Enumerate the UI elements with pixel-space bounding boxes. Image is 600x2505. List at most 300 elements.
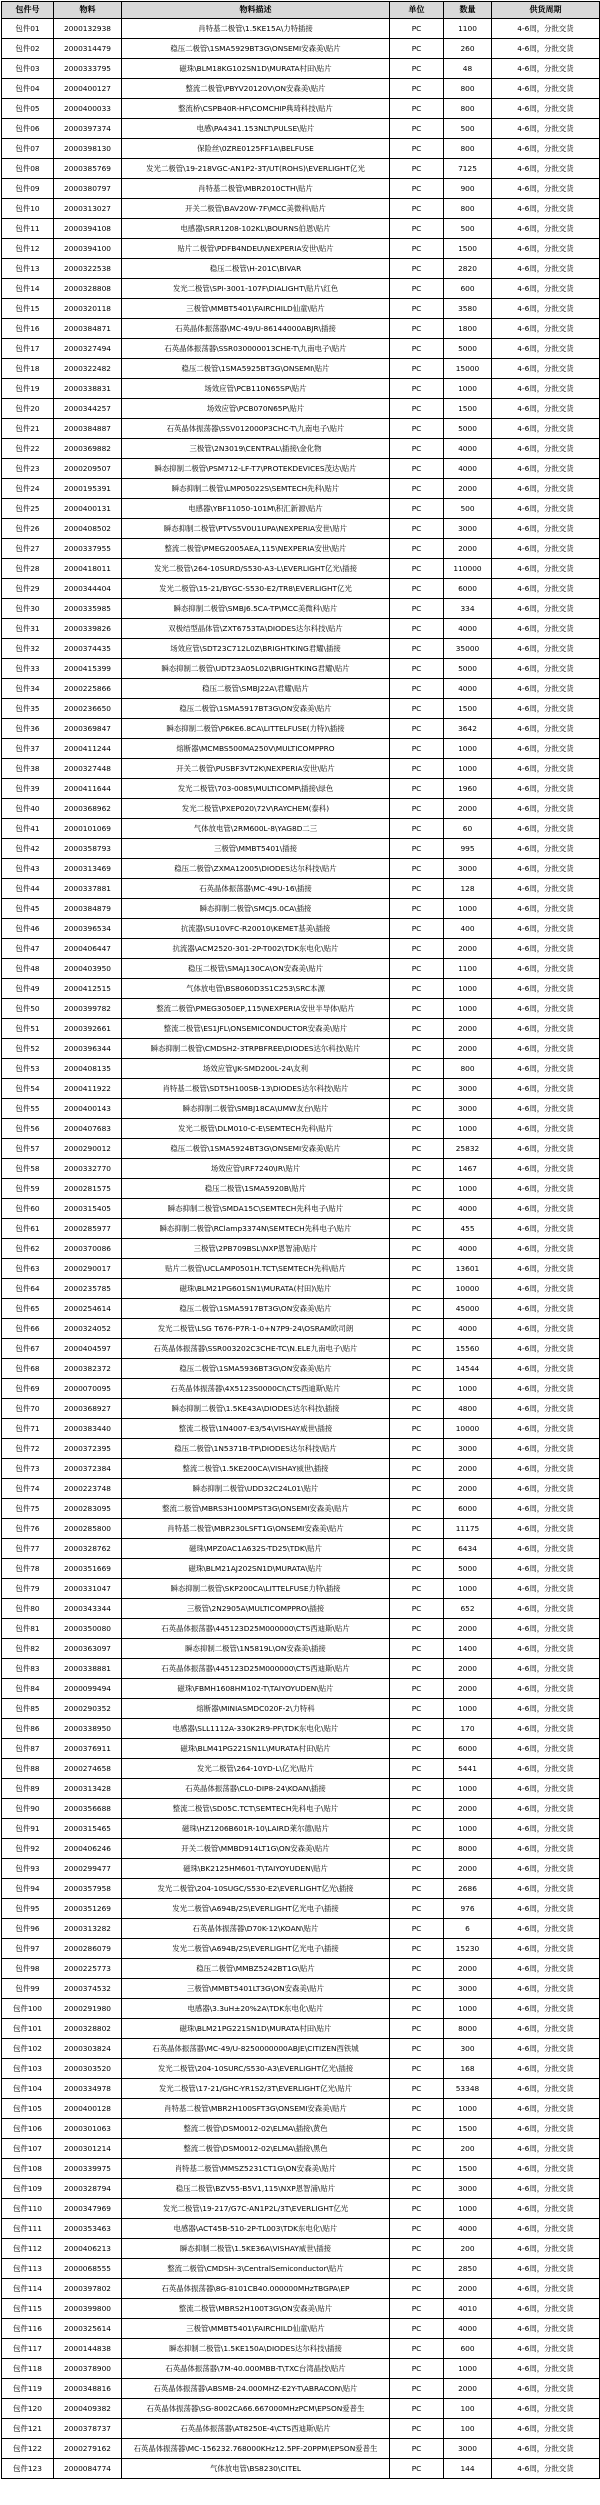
quantity-cell: 2000 <box>444 1479 492 1499</box>
material-code-cell: 2000285977 <box>54 1219 122 1239</box>
table-row <box>2 839 600 859</box>
package-no-cell: 包件07 <box>2 139 54 159</box>
table-row <box>2 2099 600 2119</box>
table-row <box>2 1019 600 1039</box>
delivery-period-cell: 4-6周，分批交货 <box>492 2139 600 2159</box>
table-row <box>2 1339 600 1359</box>
package-no-cell: 包件35 <box>2 699 54 719</box>
description-cell: 贴片二极管\PDFB4NDEU\NEXPERIA安世\贴片 <box>122 239 390 259</box>
table-row <box>2 1579 600 1599</box>
delivery-period-cell: 4-6周，分批交货 <box>492 879 600 899</box>
description-cell: 石英晶体振荡器\SSV012000P3CHC-T\九南电子\贴片 <box>122 419 390 439</box>
quantity-cell: 45000 <box>444 1299 492 1319</box>
material-code-cell: 2000348816 <box>54 2379 122 2399</box>
description-cell: 肖特基二极管\MBR2010CTH\贴片 <box>122 179 390 199</box>
unit-cell: PC <box>390 1839 444 1859</box>
description-cell: 发光二极管\17-21/GHC-YR1S2/3T\EVERLIGHT亿光\贴片 <box>122 2079 390 2099</box>
table-row <box>2 299 600 319</box>
material-code-cell: 2000331047 <box>54 1579 122 1599</box>
quantity-cell: 8000 <box>444 2019 492 2039</box>
delivery-period-cell: 4-6周，分批交货 <box>492 259 600 279</box>
delivery-period-cell: 4-6周，分批交货 <box>492 2259 600 2279</box>
material-code-cell: 2000333795 <box>54 59 122 79</box>
quantity-cell: 3000 <box>444 1099 492 1119</box>
package-no-cell: 包件53 <box>2 1059 54 1079</box>
table-row <box>2 759 600 779</box>
package-no-cell: 包件21 <box>2 419 54 439</box>
table-row <box>2 1379 600 1399</box>
quantity-cell: 600 <box>444 279 492 299</box>
unit-cell: PC <box>390 2099 444 2119</box>
description-cell: 稳压二极管\1N5371B-TP\DIODES达尔科技\贴片 <box>122 1439 390 1459</box>
package-no-cell: 包件91 <box>2 1819 54 1839</box>
unit-cell: PC <box>390 739 444 759</box>
material-code-cell: 2000378737 <box>54 2419 122 2439</box>
quantity-cell: 5000 <box>444 659 492 679</box>
quantity-cell: 400 <box>444 919 492 939</box>
description-cell: 气体放电管\BS8060D3S1C253\SRC本源 <box>122 979 390 999</box>
table-header-row <box>2 2 600 19</box>
quantity-cell: 1000 <box>444 1179 492 1199</box>
quantity-cell: 800 <box>444 99 492 119</box>
description-cell: 保险丝\0ZRE0125FF1A\BELFUSE <box>122 139 390 159</box>
material-code-cell: 2000281575 <box>54 1179 122 1199</box>
unit-cell: PC <box>390 259 444 279</box>
material-code-cell: 2000313027 <box>54 199 122 219</box>
package-no-cell: 包件80 <box>2 1599 54 1619</box>
description-cell: 发光二极管\204-10SUGC/S530-E2\EVERLIGHT亿光\插接 <box>122 1879 390 1899</box>
description-cell: 三极管\MMBT5401\插接 <box>122 839 390 859</box>
material-code-cell: 2000339826 <box>54 619 122 639</box>
table-row <box>2 1439 600 1459</box>
unit-cell: PC <box>390 2139 444 2159</box>
description-cell: 磁珠\HZ1206B601R-10\LAIRD莱尔德\贴片 <box>122 1819 390 1839</box>
table-row <box>2 2019 600 2039</box>
package-no-cell: 包件117 <box>2 2339 54 2359</box>
unit-cell: PC <box>390 579 444 599</box>
package-no-cell: 包件89 <box>2 1779 54 1799</box>
package-no-cell: 包件55 <box>2 1099 54 1119</box>
unit-cell: PC <box>390 959 444 979</box>
unit-cell: PC <box>390 2179 444 2199</box>
table-row <box>2 1279 600 1299</box>
table-row <box>2 2359 600 2379</box>
quantity-cell: 3000 <box>444 1439 492 1459</box>
table-row <box>2 1779 600 1799</box>
unit-cell: PC <box>390 1859 444 1879</box>
package-no-cell: 包件47 <box>2 939 54 959</box>
package-no-cell: 包件79 <box>2 1579 54 1599</box>
delivery-period-cell: 4-6周，分批交货 <box>492 2359 600 2379</box>
unit-cell: PC <box>390 299 444 319</box>
unit-cell: PC <box>390 1259 444 1279</box>
unit-cell: PC <box>390 499 444 519</box>
material-code-cell: 2000303520 <box>54 2059 122 2079</box>
quantity-cell: 4000 <box>444 2319 492 2339</box>
table-row <box>2 1599 600 1619</box>
table-row <box>2 479 600 499</box>
delivery-period-cell: 4-6周，分批交货 <box>492 179 600 199</box>
quantity-cell: 4000 <box>444 439 492 459</box>
material-code-cell: 2000409382 <box>54 2399 122 2419</box>
description-cell: 瞬态抑制二极管\CMDSH2-3TRPBFREE\DIODES达尔科技\贴片 <box>122 1039 390 1059</box>
unit-cell: PC <box>390 1739 444 1759</box>
unit-cell: PC <box>390 779 444 799</box>
quantity-cell: 1500 <box>444 699 492 719</box>
unit-cell: PC <box>390 2459 444 2479</box>
delivery-period-cell: 4-6周，分批交货 <box>492 139 600 159</box>
table-row <box>2 1079 600 1099</box>
description-cell: 整流二极管\CMDSH-3\CentralSemiconductor\贴片 <box>122 2259 390 2279</box>
quantity-cell: 1000 <box>444 899 492 919</box>
table-row <box>2 979 600 999</box>
material-code-cell: 2000408135 <box>54 1059 122 1079</box>
table-row <box>2 2119 600 2139</box>
delivery-period-cell: 4-6周，分批交货 <box>492 1679 600 1699</box>
package-no-cell: 包件43 <box>2 859 54 879</box>
material-code-cell: 2000372384 <box>54 1459 122 1479</box>
delivery-period-cell: 4-6周，分批交货 <box>492 1339 600 1359</box>
unit-cell: PC <box>390 679 444 699</box>
delivery-period-cell: 4-6周，分批交货 <box>492 1039 600 1059</box>
unit-cell: PC <box>390 1639 444 1659</box>
description-cell: 发光二极管\DLM010-C-E\SEMTECH先科\贴片 <box>122 1119 390 1139</box>
delivery-period-cell: 4-6周，分批交货 <box>492 239 600 259</box>
material-code-cell: 2000132938 <box>54 19 122 39</box>
unit-cell: PC <box>390 1519 444 1539</box>
description-cell: 瞬态抑制二极管\RClamp3374N\SEMTECH先科电子\贴片 <box>122 1219 390 1239</box>
description-cell: 三极管\MMBT5401\FAIRCHILD仙童\贴片 <box>122 2319 390 2339</box>
material-code-cell: 2000320118 <box>54 299 122 319</box>
table-row <box>2 2279 600 2299</box>
unit-cell: PC <box>390 1999 444 2019</box>
description-cell: 肖特基二极管\MBR230LSFT1G\ONSEMI安森美\贴片 <box>122 1519 390 1539</box>
table-row <box>2 2339 600 2359</box>
quantity-cell: 14544 <box>444 1359 492 1379</box>
unit-cell: PC <box>390 399 444 419</box>
delivery-period-cell: 4-6周，分批交货 <box>492 1739 600 1759</box>
table-row <box>2 1539 600 1559</box>
quantity-cell: 200 <box>444 2139 492 2159</box>
unit-cell: PC <box>390 1119 444 1139</box>
description-cell: 瞬态抑制二极管\1.5KE43A\DIODES达尔科技\插接 <box>122 1399 390 1419</box>
unit-cell: PC <box>390 199 444 219</box>
table-row <box>2 239 600 259</box>
table-row <box>2 339 600 359</box>
package-no-cell: 包件67 <box>2 1339 54 1359</box>
table-row <box>2 1179 600 1199</box>
table-row <box>2 2059 600 2079</box>
material-code-cell: 2000374532 <box>54 1979 122 1999</box>
package-no-cell: 包件95 <box>2 1899 54 1919</box>
unit-cell: PC <box>390 1539 444 1559</box>
package-no-cell: 包件68 <box>2 1359 54 1379</box>
quantity-cell: 1500 <box>444 2159 492 2179</box>
quantity-cell: 2000 <box>444 1039 492 1059</box>
material-code-cell: 2000254614 <box>54 1299 122 1319</box>
material-code-cell: 2000328762 <box>54 1539 122 1559</box>
unit-cell: PC <box>390 859 444 879</box>
description-cell: 瞬态抑制二极管\SMDA15C\SEMTECH先科电子\贴片 <box>122 1199 390 1219</box>
material-code-cell: 2000327448 <box>54 759 122 779</box>
unit-cell: PC <box>390 1799 444 1819</box>
quantity-cell: 7125 <box>444 159 492 179</box>
unit-cell: PC <box>390 2239 444 2259</box>
delivery-period-cell: 4-6周，分批交货 <box>492 479 600 499</box>
delivery-period-cell: 4-6周，分批交货 <box>492 1959 600 1979</box>
package-no-cell: 包件32 <box>2 639 54 659</box>
package-no-cell: 包件22 <box>2 439 54 459</box>
table-row <box>2 2219 600 2239</box>
unit-cell: PC <box>390 1179 444 1199</box>
material-code-cell: 2000313469 <box>54 859 122 879</box>
delivery-period-cell: 4-6周，分批交货 <box>492 939 600 959</box>
table-row <box>2 2299 600 2319</box>
description-cell: 石英晶体振荡器\MC-49U-16\插接 <box>122 879 390 899</box>
delivery-period-cell: 4-6周，分批交货 <box>492 539 600 559</box>
table-row <box>2 1939 600 1959</box>
unit-cell: PC <box>390 1319 444 1339</box>
table-row <box>2 2179 600 2199</box>
description-cell: 石英晶体振荡器\8G-8101CB40.000000MHzTBGPA\EP <box>122 2279 390 2299</box>
description-cell: 肖特基二极管\MMSZ5231CT1G\ON安森美\贴片 <box>122 2159 390 2179</box>
package-no-cell: 包件85 <box>2 1699 54 1719</box>
quantity-cell: 2686 <box>444 1879 492 1899</box>
package-no-cell: 包件11 <box>2 219 54 239</box>
delivery-period-cell: 4-6周，分批交货 <box>492 1659 600 1679</box>
table-row <box>2 79 600 99</box>
material-code-cell: 2000411244 <box>54 739 122 759</box>
package-no-cell: 包件104 <box>2 2079 54 2099</box>
table-row <box>2 1859 600 1879</box>
material-code-cell: 2000392661 <box>54 1019 122 1039</box>
delivery-period-cell: 4-6周，分批交货 <box>492 519 600 539</box>
delivery-period-cell: 4-6周，分批交货 <box>492 1199 600 1219</box>
description-cell: 电感器\SRR1208-102KL\BOURNS伯恩\贴片 <box>122 219 390 239</box>
material-code-cell: 2000274658 <box>54 1759 122 1779</box>
delivery-period-cell: 4-6周，分批交货 <box>492 2459 600 2479</box>
delivery-period-cell: 4-6周，分批交货 <box>492 1059 600 1079</box>
quantity-cell: 6 <box>444 1919 492 1939</box>
unit-cell: PC <box>390 1079 444 1099</box>
material-code-cell: 2000334978 <box>54 2079 122 2099</box>
description-cell: 稳压二极管\SMAJ130CA\ON安森美\贴片 <box>122 959 390 979</box>
package-no-cell: 包件78 <box>2 1559 54 1579</box>
quantity-cell: 4010 <box>444 2299 492 2319</box>
table-row <box>2 1999 600 2019</box>
delivery-period-cell: 4-6周，分批交货 <box>492 1179 600 1199</box>
package-no-cell: 包件24 <box>2 479 54 499</box>
quantity-cell: 1000 <box>444 2199 492 2219</box>
package-no-cell: 包件116 <box>2 2319 54 2339</box>
package-no-cell: 包件39 <box>2 779 54 799</box>
table-row <box>2 359 600 379</box>
material-code-cell: 2000411644 <box>54 779 122 799</box>
quantity-cell: 1000 <box>444 1379 492 1399</box>
table-row <box>2 859 600 879</box>
table-row <box>2 819 600 839</box>
quantity-cell: 800 <box>444 79 492 99</box>
material-code-cell: 2000315405 <box>54 1199 122 1219</box>
table-row <box>2 919 600 939</box>
package-no-cell: 包件26 <box>2 519 54 539</box>
package-no-cell: 包件54 <box>2 1079 54 1099</box>
unit-cell: PC <box>390 1719 444 1739</box>
delivery-period-cell: 4-6周，分批交货 <box>492 2239 600 2259</box>
description-cell: 瞬态抑制二极管\SMCJ5.0CA\插接 <box>122 899 390 919</box>
package-no-cell: 包件57 <box>2 1139 54 1159</box>
delivery-period-cell: 4-6周，分批交货 <box>492 319 600 339</box>
material-code-cell: 2000328802 <box>54 2019 122 2039</box>
quantity-cell: 800 <box>444 139 492 159</box>
description-cell: 整流二极管\1N4007-E3/54\VISHAY威世\插接 <box>122 1419 390 1439</box>
delivery-period-cell: 4-6周，分批交货 <box>492 2319 600 2339</box>
description-cell: 场效应管\PCB070N65P\贴片 <box>122 399 390 419</box>
package-no-cell: 包件99 <box>2 1979 54 1999</box>
package-no-cell: 包件101 <box>2 2019 54 2039</box>
material-code-cell: 2000290352 <box>54 1699 122 1719</box>
unit-cell: PC <box>390 1039 444 1059</box>
description-cell: 石英晶体振荡器\D70K-12\KOAN\贴片 <box>122 1919 390 1939</box>
package-no-cell: 包件83 <box>2 1659 54 1679</box>
table-row <box>2 399 600 419</box>
package-no-cell: 包件100 <box>2 1999 54 2019</box>
table-row <box>2 1239 600 1259</box>
material-code-cell: 2000223748 <box>54 1479 122 1499</box>
description-cell: 石英晶体振荡器\4X5123S0000CI\CTS西迪斯\贴片 <box>122 1379 390 1399</box>
quantity-cell: 10000 <box>444 1279 492 1299</box>
package-no-cell: 包件15 <box>2 299 54 319</box>
description-cell: 瞬态抑制二极管\UDD32C24L01\贴片 <box>122 1479 390 1499</box>
package-no-cell: 包件93 <box>2 1859 54 1879</box>
unit-cell: PC <box>390 619 444 639</box>
header-package-no: 包件号 <box>2 2 54 19</box>
quantity-cell: 652 <box>444 1599 492 1619</box>
delivery-period-cell: 4-6周，分批交货 <box>492 619 600 639</box>
package-no-cell: 包件81 <box>2 1619 54 1639</box>
unit-cell: PC <box>390 1979 444 1999</box>
unit-cell: PC <box>390 2259 444 2279</box>
table-row <box>2 1979 600 1999</box>
description-cell: 发光二极管\PXEP020\72V\RAYCHEM(泰科) <box>122 799 390 819</box>
material-code-cell: 2000412515 <box>54 979 122 999</box>
table-row <box>2 1799 600 1819</box>
material-code-cell: 2000285800 <box>54 1519 122 1539</box>
package-no-cell: 包件71 <box>2 1419 54 1439</box>
delivery-period-cell: 4-6周，分批交货 <box>492 2339 600 2359</box>
table-row <box>2 379 600 399</box>
material-code-cell: 2000313282 <box>54 1919 122 1939</box>
quantity-cell: 8000 <box>444 1839 492 1859</box>
unit-cell: PC <box>390 1139 444 1159</box>
delivery-period-cell: 4-6周，分批交货 <box>492 1359 600 1379</box>
description-cell: 气体放电管\BS8230\CITEL <box>122 2459 390 2479</box>
package-no-cell: 包件64 <box>2 1279 54 1299</box>
description-cell: 场效应管\JK-SMD200L-24\友利 <box>122 1059 390 1079</box>
quantity-cell: 1000 <box>444 979 492 999</box>
description-cell: 熔断器\MCMBS500MA250V\MULTICOMPPRO <box>122 739 390 759</box>
unit-cell: PC <box>390 419 444 439</box>
package-no-cell: 包件17 <box>2 339 54 359</box>
description-cell: 石英晶体振荡器\SSR003202C3CHE-TC\N.ELE九南电子\贴片 <box>122 1339 390 1359</box>
delivery-period-cell: 4-6周，分批交货 <box>492 1119 600 1139</box>
header-unit: 单位 <box>390 2 444 19</box>
quantity-cell: 2000 <box>444 939 492 959</box>
quantity-cell: 2000 <box>444 1619 492 1639</box>
delivery-period-cell: 4-6周，分批交货 <box>492 99 600 119</box>
package-no-cell: 包件65 <box>2 1299 54 1319</box>
package-no-cell: 包件110 <box>2 2199 54 2219</box>
description-cell: 瞬态抑制二极管\1.5KE150A\DIODES达尔科技\插接 <box>122 2339 390 2359</box>
delivery-period-cell: 4-6周，分批交货 <box>492 359 600 379</box>
delivery-period-cell: 4-6周，分批交货 <box>492 1999 600 2019</box>
material-code-cell: 2000301063 <box>54 2119 122 2139</box>
delivery-period-cell: 4-6周，分批交货 <box>492 1299 600 1319</box>
material-code-cell: 2000397374 <box>54 119 122 139</box>
table-row <box>2 419 600 439</box>
package-no-cell: 包件05 <box>2 99 54 119</box>
material-code-cell: 2000209507 <box>54 459 122 479</box>
quantity-cell: 5000 <box>444 1559 492 1579</box>
quantity-cell: 2000 <box>444 1659 492 1679</box>
description-cell: 整流二极管\DSM0012-02\ELMA\插接\黄色 <box>122 2119 390 2139</box>
delivery-period-cell: 4-6周，分批交货 <box>492 1079 600 1099</box>
delivery-period-cell: 4-6周，分批交货 <box>492 1519 600 1539</box>
table-row <box>2 1159 600 1179</box>
unit-cell: PC <box>390 2419 444 2439</box>
header-delivery-period: 供货周期 <box>492 2 600 19</box>
description-cell: 稳压二极管\1SMA5925BT3G\ONSEMI\贴片 <box>122 359 390 379</box>
header-description: 物料描述 <box>122 2 390 19</box>
quantity-cell: 4000 <box>444 459 492 479</box>
table-row <box>2 39 600 59</box>
unit-cell: PC <box>390 1479 444 1499</box>
quantity-cell: 110000 <box>444 559 492 579</box>
material-code-cell: 2000101069 <box>54 819 122 839</box>
delivery-period-cell: 4-6周，分批交货 <box>492 859 600 879</box>
quantity-cell: 2000 <box>444 1459 492 1479</box>
delivery-period-cell: 4-6周，分批交货 <box>492 1479 600 1499</box>
table-row <box>2 1719 600 1739</box>
description-cell: 发光二极管\SPI-3001-107F\DIALIGHT\贴片\红色 <box>122 279 390 299</box>
table-row <box>2 1959 600 1979</box>
material-code-cell: 2000384879 <box>54 899 122 919</box>
package-no-cell: 包件13 <box>2 259 54 279</box>
material-code-cell: 2000343344 <box>54 1599 122 1619</box>
quantity-cell: 1100 <box>444 959 492 979</box>
table-row <box>2 1199 600 1219</box>
unit-cell: PC <box>390 1199 444 1219</box>
material-code-cell: 2000339975 <box>54 2159 122 2179</box>
package-no-cell: 包件36 <box>2 719 54 739</box>
material-code-cell: 2000301214 <box>54 2139 122 2159</box>
quantity-cell: 4000 <box>444 1239 492 1259</box>
material-code-cell: 2000353463 <box>54 2219 122 2239</box>
quantity-cell: 800 <box>444 199 492 219</box>
quantity-cell: 48 <box>444 59 492 79</box>
unit-cell: PC <box>390 2059 444 2079</box>
table-row <box>2 679 600 699</box>
delivery-period-cell: 4-6周，分批交货 <box>492 2099 600 2119</box>
material-code-cell: 2000338831 <box>54 379 122 399</box>
package-no-cell: 包件72 <box>2 1439 54 1459</box>
unit-cell: PC <box>390 2159 444 2179</box>
table-row <box>2 539 600 559</box>
unit-cell: PC <box>390 2299 444 2319</box>
material-code-cell: 2000290017 <box>54 1259 122 1279</box>
delivery-period-cell: 4-6周，分批交货 <box>492 79 600 99</box>
material-code-cell: 2000408502 <box>54 519 122 539</box>
